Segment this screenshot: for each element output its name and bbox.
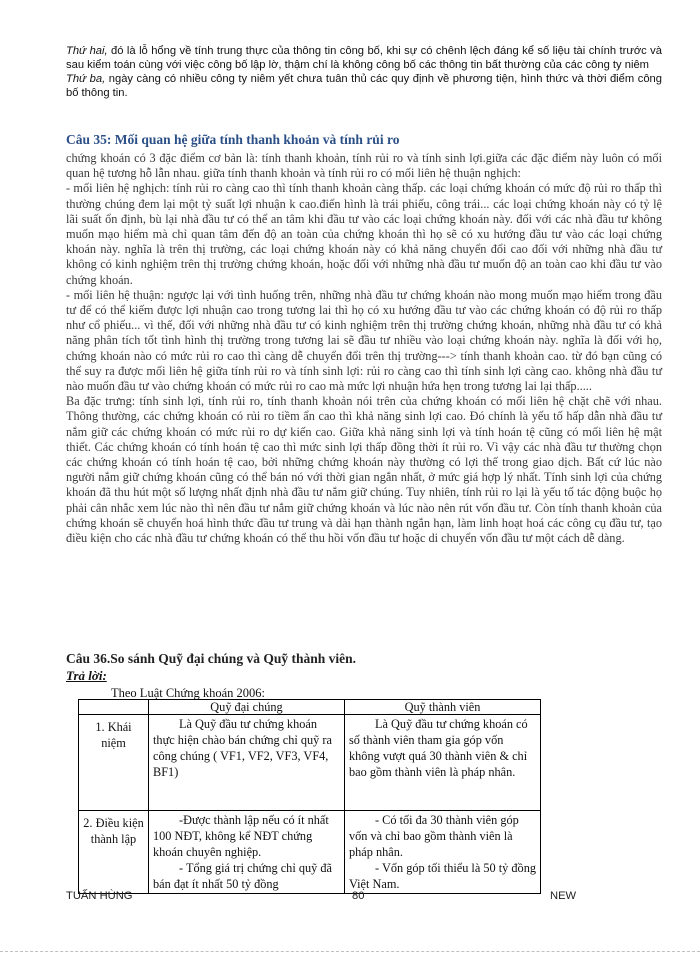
footer-author: TUẤN HÙNG [66, 890, 133, 902]
table-header-cell: Quỹ thành viên [345, 700, 541, 715]
criterion-cell: 1. Khái niệm [79, 715, 149, 811]
q35-body [66, 151, 662, 546]
intro-label-2: Thứ ba, [66, 73, 106, 85]
intro-block [66, 44, 662, 100]
member-fund-cell [345, 811, 541, 894]
q36-heading: Câu 36.So sánh Quỹ đại chúng và Quỹ thành viên. [66, 651, 356, 666]
q35-paragraph: Ba đặc trưng: tính sinh lợi, tính rủi ro, tính thanh khoản nói trên của chứng khoán có mối liên hệ chặt chẽ với nhau. Thông thường, các chứng khoán có rủi ro tiềm ẩn cao thì khả năng sinh lợi cao. Đó chính là yếu tố hấp dẫn nhà đầu tư nắm giữ các chứng khoán có mức rủi ro dự kiến cao. Giữa khả năng sinh lợi và tính hoán tệ cũng có mối liên hệ mật thiết. Các chứng khoán có tính hoán tệ cao thì mức sinh lợi thấp đồng thời ít rủi ro. Vì vậy các nhà đầu tư thường chọn các chứng khoán có tính hoán tệ cao, bởi những chứng khoán này thường có lợi thế trong giao dịch. Bất cứ lúc nào người nắm giữ chứng khoán cũng có thể bán nó với thời gian ngắn nhất, ở mức giá hợp lý nhất. Tính sinh lợi của chứng khoán đã thu hút một số lượng nhất định nhà đầu tư nắm giữ chúng. Tuy nhiên, tính rủi ro lại là yếu tố tác động buộc họ phải cân nhắc xem lúc nào thì nên đầu tư nắm giữ chứng khoán và lúc nào nên rút vốn đầu tư. Còn tính thanh khoản của chứng khoán sẽ chuyển hoá hình thức đầu tư trung và dài hạn thành ngắn hạn, làm linh hoạt hoá các công cụ đầu tư, tạo điều kiện cho các nhà đầu tư chứng khoán có thể thu hồi vốn đầu tư hoặc di chuyển vốn đầu tư một cách dễ dàng. [66, 394, 662, 546]
q35-paragraph: chứng khoán có 3 đặc điểm cơ bản là: tính thanh khoản, tính rủi ro và tính sinh lợi.giữa các đặc điểm này luôn có mối quan hệ tương hỗ lẫn nhau. giữa tính thanh khoản và tính rủi ro có mối liên hệ thuận nghịch: [66, 151, 662, 181]
footer-tag: NEW [550, 890, 577, 902]
law-caption: Theo Luật Chứng khoán 2006: [111, 686, 265, 700]
answer-label: Trả lời: [66, 668, 107, 683]
member-fund-cell: Là Quỹ đầu tư chứng khoán có số thành viên tham gia góp vốn không vượt quá 30 thành viên & chỉ bao gồm thành viên là pháp nhân. [345, 715, 541, 811]
intro-text-1: đó là lỗ hổng về tính trung thực của thông tin công bố, khi sự có chênh lệch đáng kể số liệu tài chính trước và sau kiểm toán cùng với việc công bố lập lờ, thậm chí là không công bố các thông tin bất thường của các công ty niêm [66, 45, 662, 71]
intro-label-1: Thứ hai, [66, 45, 108, 57]
q35-paragraph: - mối liên hệ nghịch: tính rủi ro càng cao thì tính thanh khoản càng thấp. các loại chứng khoán có mức độ rủi ro thấp thì thường chúng đem lại một tỷ suất lợi nhuận k cao.điển hình là trái phiếu, công trái... các loại chứng khoán này có tỷ lệ lãi suất ổn định, bù lại nhà đầu tư có thể an tâm khi đầu tư vào các loại chứng khoán này. đối với các nhà đầu tư không muốn mạo hiểm mà chỉ quan tâm đến độ an toàn của chứng khoán thì họ sẽ có xu hướng đầu tư vào các loại chứng khoán này. nghĩa là trên thị trường, các loại chứng khoán này có khả năng chuyển đổi cao đối với những nhà đầu tư không có kinh nghiệm trên thị trường chứng khoán, hoặc đối với những nhà đầu tư muốn độ an toàn cao khi đầu tư vào chứng khoán. [66, 181, 662, 287]
page-bottom-divider [0, 951, 700, 952]
member-fund-item: - Vốn góp tối thiểu là 50 tỷ đồng Việt Nam. [349, 861, 536, 891]
public-fund-cell: Là Quỹ đầu tư chứng khoán thực hiện chào bán chứng chỉ quỹ ra công chúng ( VF1, VF2, VF3, VF4, BF1) [149, 715, 345, 811]
table-header-row [79, 700, 541, 715]
public-fund-cell [149, 811, 345, 894]
footer-page-number: 80 [352, 890, 365, 902]
q35-heading: Câu 35: Mối quan hệ giữa tính thanh khoản và tính rủi ro [66, 132, 400, 147]
comparison-table [78, 699, 541, 894]
public-fund-item: - Tổng giá trị chứng chỉ quỹ đã bán đạt ít nhất 50 tỷ đồng [153, 861, 332, 891]
table-header-cell [79, 700, 149, 715]
member-fund-item: - Có tối đa 30 thành viên góp vốn và chỉ bao gồm thành viên là pháp nhân. [349, 813, 519, 859]
intro-paragraph-1 [66, 44, 662, 72]
table-row [79, 811, 541, 894]
intro-paragraph-2 [66, 72, 662, 100]
table-row [79, 715, 541, 811]
criterion-cell: 2. Điều kiện thành lập [79, 811, 149, 894]
public-fund-item: -Được thành lập nếu có ít nhất 100 NĐT, không kể NĐT chứng khoán chuyên nghiệp. [153, 813, 329, 859]
table-header-cell: Quỹ đại chúng [149, 700, 345, 715]
q35-paragraph: - mối liên hệ thuận: ngược lại với tình huống trên, những nhà đầu tư chứng khoán nào mong muốn mạo hiểm trong đầu tư để có thể kiếm được lợi nhuận cao trong tương lai thì họ có xu hướng đầu tư vào các chứng khoán có độ rủi ro thấp như cổ phiếu... vì thế, đối với những nhà đầu tư có kinh nghiệm trên thị trường chứng khoán, những nhà đầu tư có khả năng phân tích tốt tình hình thị trường trong tương lai sẽ đầu tư nhiều vào loại chứng khoán này. nghĩa là đối với họ, chứng khoán nào có mức rủi ro cao thì càng dễ chuyển đổi trên thị trường---> tính thanh khoản cao. từ đó bạn cũng có thể suy ra được mối liên hệ giữa tính rủi ro và tính sinh lợi: rủi ro càng cao thì tính sinh lợi càng cao. không nhà đầu tư nào muốn đầu tư vào chứng khoán có mức rủi ro cao mà mức lợi nhuận hứa hẹn trong tương lai lại thấp..... [66, 287, 662, 394]
intro-text-2: ngày càng có nhiều công ty niêm yết chưa tuân thủ các quy định về phương tiện, hình thức và thời điểm công bố thông tin. [66, 73, 662, 99]
